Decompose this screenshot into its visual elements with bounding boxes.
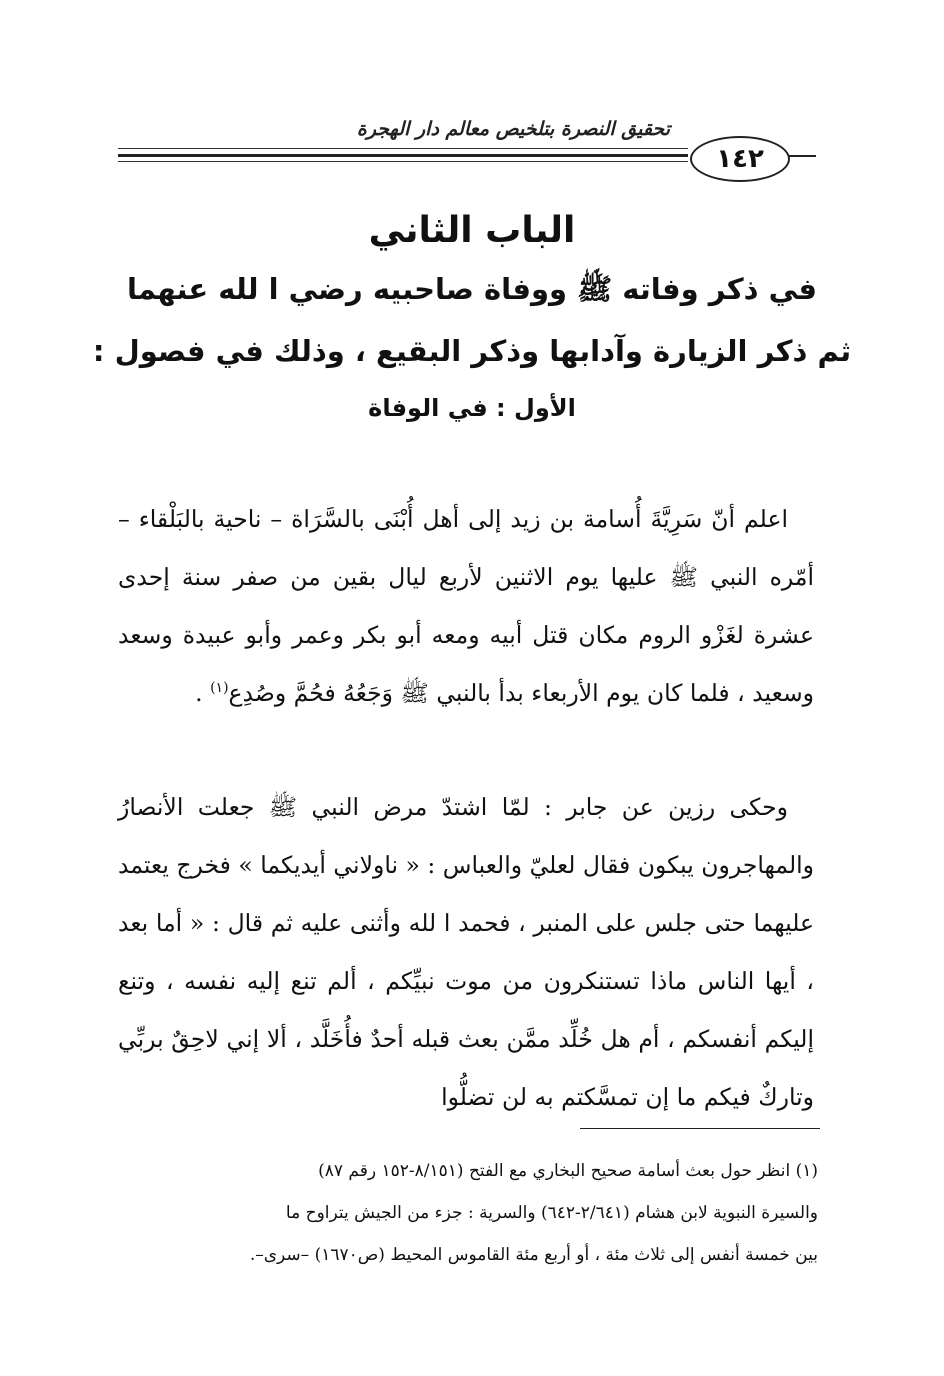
footnote-reference[interactable]: (١): [210, 680, 229, 697]
footnote-line: (١) انظر حول بعث أسامة صحيح البخاري مع الفتح (٨/١٥١-١٥٢ رقم ٨٧): [318, 1161, 818, 1181]
paragraph-1-text: اعلم أنّ سَرِيَّةَ أُسامة بن زيد إلى أهل أُبْنَى بالسَّرَاة – ناحية بالبَلْقاء – أمّره النبي ﷺ عليها يوم الاثنين لأربع ليال بقين من صفر سنة إحدى عشرة لغَزْو الروم مكان قتل أبيه ومعه أبو بكر وعمر وأبو عبيدة وسعد وسعيد ، فلما كان يوم الأربعاء بدأ بالنبي ﷺ وَجَعُهُ فحُمَّ وصُدِع: [118, 505, 814, 707]
footnote-line: بين خمسة أنفس إلى ثلاث مئة ، أو أربع مئة القاموس المحيط (ص١٦٧٠) –سرى–.: [249, 1245, 818, 1265]
body-paragraph-2: [118, 778, 814, 1126]
footnote-separator: [580, 1128, 820, 1129]
running-header-title: تحقيق النصرة بتلخيص معالم دار الهجرة: [356, 118, 670, 140]
chapter-heading: الباب الثاني: [368, 210, 576, 251]
footnote-line: والسيرة النبوية لابن هشام (٢/٦٤١-٦٤٢) والسرية : جزء من الجيش يتراوح ما: [285, 1203, 818, 1223]
header-rule: [118, 161, 688, 162]
header-rule: [118, 154, 688, 157]
paragraph-2-text: وحكى رزين عن جابر : لمّا اشتدّ مرض النبي ﷺ جعلت الأنصارُ والمهاجرون يبكون فقال لعليّ والعباس : « ناولاني أيديكما » فخرج يعتمد عليهما حتى جلس على المنبر ، فحمد ا لله وأثنى عليه ثم قال : « أما بعد ، أيها الناس ماذا تستنكرون من موت نبيِّكم ، ألم تنع إليه نفسه ، وتنع إليكم أنفسكم ، أم هل خُلِّد ممَّن بعث قبله أحدٌ فأُخَلَّد ، ألا إني لاحِقٌ بربِّي وتاركٌ فيكم ما إن تمسَّكتم به لن تضلُّوا: [118, 793, 814, 1111]
header-rule: [118, 148, 688, 149]
paragraph-1-end: .: [195, 679, 211, 707]
body-paragraph-1: [118, 490, 814, 722]
chapter-subheading-line1: في ذكر وفاته ﷺ ووفاة صاحبيه رضي ا لله عنهما: [127, 272, 817, 306]
header-rule-tail: [786, 155, 816, 157]
chapter-subheading-line2: ثم ذكر الزيارة وآدابها وذكر البقيع ، وذلك في فصول :: [92, 334, 852, 368]
section-heading: الأول : في الوفاة: [368, 394, 576, 422]
footnotes: [118, 1150, 818, 1276]
page-number: ١٤٢: [690, 136, 790, 182]
